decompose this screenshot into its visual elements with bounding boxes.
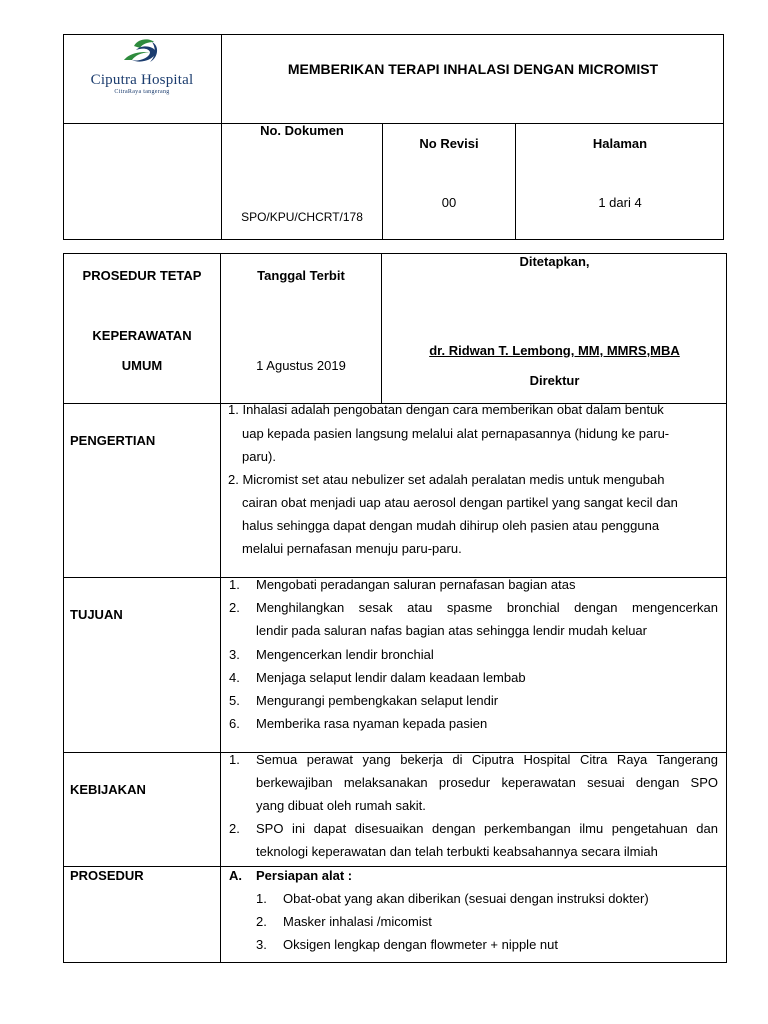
revision-label: No Revisi bbox=[419, 136, 479, 151]
definition-line: paru). bbox=[242, 449, 276, 464]
list-number: 1. bbox=[229, 752, 240, 767]
list-number: 4. bbox=[229, 670, 240, 685]
list-number: 3. bbox=[256, 937, 267, 952]
list-item: Mengobati peradangan saluran pernafasan bagian atas bbox=[256, 577, 576, 592]
list-number: 2. bbox=[229, 821, 240, 836]
section-label-kebijakan: KEBIJAKAN bbox=[70, 782, 146, 797]
definition-line: 2. Micromist set atau nebulizer set adalah peralatan medis untuk mengubah bbox=[228, 472, 665, 487]
list-item: Oksigen lengkap dengan flowmeter + nipple nut bbox=[283, 937, 558, 952]
list-item: lendir pada saluran nafas bagian atas sehingga lendir mudah keluar bbox=[256, 623, 647, 638]
doc-number-value: SPO/KPU/CHCRT/178 bbox=[241, 210, 363, 224]
list-number: 3. bbox=[229, 647, 240, 662]
list-item: Menjaga selaput lendir dalam keadaan lembab bbox=[256, 670, 526, 685]
list-number: 1. bbox=[256, 891, 267, 906]
list-item: Mengurangi pembengkakan selaput lendir bbox=[256, 693, 499, 708]
subsection-letter: A. bbox=[229, 868, 242, 883]
list-item: yang dibuat oleh rumah sakit. bbox=[256, 798, 426, 813]
subsection-title: Persiapan alat : bbox=[256, 868, 353, 883]
issue-date-value: 1 Agustus 2019 bbox=[256, 358, 346, 373]
signer-name: dr. Ridwan T. Lembong, MM, MMRS,MBA bbox=[429, 343, 680, 358]
revision-value: 00 bbox=[441, 195, 457, 210]
section-label-pengertian: PENGERTIAN bbox=[70, 433, 156, 448]
logo-subtitle: CitraRaya tangerang bbox=[114, 89, 170, 95]
list-item: Memberika rasa nyaman kepada pasien bbox=[256, 716, 488, 731]
list-item: Menghilangkan sesak atau spasme bronchial dengan mengencerkan bbox=[256, 600, 718, 615]
list-number: 2. bbox=[256, 914, 267, 929]
doc-number-label: No. Dokumen bbox=[260, 123, 344, 138]
list-number: 6. bbox=[229, 716, 240, 731]
list-item: Mengencerkan lendir bronchial bbox=[256, 647, 434, 662]
established-label: Ditetapkan, bbox=[519, 254, 590, 269]
leaf-swoosh-icon bbox=[76, 36, 208, 72]
list-item: teknologi keperawatan dan telah terbukti keabsahannya secara ilmiah bbox=[256, 844, 658, 859]
page-label: Halaman bbox=[592, 136, 648, 151]
header-divider bbox=[63, 123, 724, 124]
section-label-tujuan: TUJUAN bbox=[70, 607, 123, 622]
definition-line: melalui pernafasan menuju paru-paru. bbox=[242, 541, 462, 556]
hospital-logo bbox=[76, 36, 208, 104]
list-item: Masker inhalasi /micomist bbox=[283, 914, 432, 929]
procedure-type-line2: KEPERAWATAN bbox=[92, 328, 192, 343]
row-divider bbox=[63, 866, 727, 867]
list-number: 2. bbox=[229, 600, 240, 615]
procedure-type-line1: PROSEDUR TETAP bbox=[82, 268, 202, 283]
signer-title: Direktur bbox=[529, 373, 580, 388]
page-value: 1 dari 4 bbox=[598, 195, 642, 210]
logo-name: Ciputra Hospital bbox=[90, 72, 194, 88]
definition-line: halus sehingga dapat dengan mudah dihirup oleh pasien atau pengguna bbox=[242, 518, 660, 533]
list-number: 5. bbox=[229, 693, 240, 708]
section-label-prosedur: PROSEDUR bbox=[70, 868, 144, 883]
definition-line: uap kepada pasien langsung melalui alat pernapasannya (hidung ke paru- bbox=[242, 426, 670, 441]
definition-line: cairan obat menjadi uap atau aerosol dengan partikel yang sangat kecil dan bbox=[242, 495, 678, 510]
list-item: berkewajiban melaksanakan prosedur keperawatan sesuai dengan SPO bbox=[256, 775, 718, 790]
document-title: MEMBERIKAN TERAPI INHALASI DENGAN MICROMIST bbox=[287, 61, 659, 77]
list-item: SPO ini dapat disesuaikan dengan perkembangan ilmu pengetahuan dan bbox=[256, 821, 718, 836]
definition-line: 1. Inhalasi adalah pengobatan dengan cara memberikan obat dalam bentuk bbox=[228, 402, 664, 417]
list-item: Obat-obat yang akan diberikan (sesuai dengan instruksi dokter) bbox=[283, 891, 649, 906]
list-item: Semua perawat yang bekerja di Ciputra Hospital Citra Raya Tangerang bbox=[256, 752, 718, 767]
procedure-type-line3: UMUM bbox=[121, 358, 163, 373]
list-number: 1. bbox=[229, 577, 240, 592]
issue-date-label: Tanggal Terbit bbox=[257, 268, 345, 283]
